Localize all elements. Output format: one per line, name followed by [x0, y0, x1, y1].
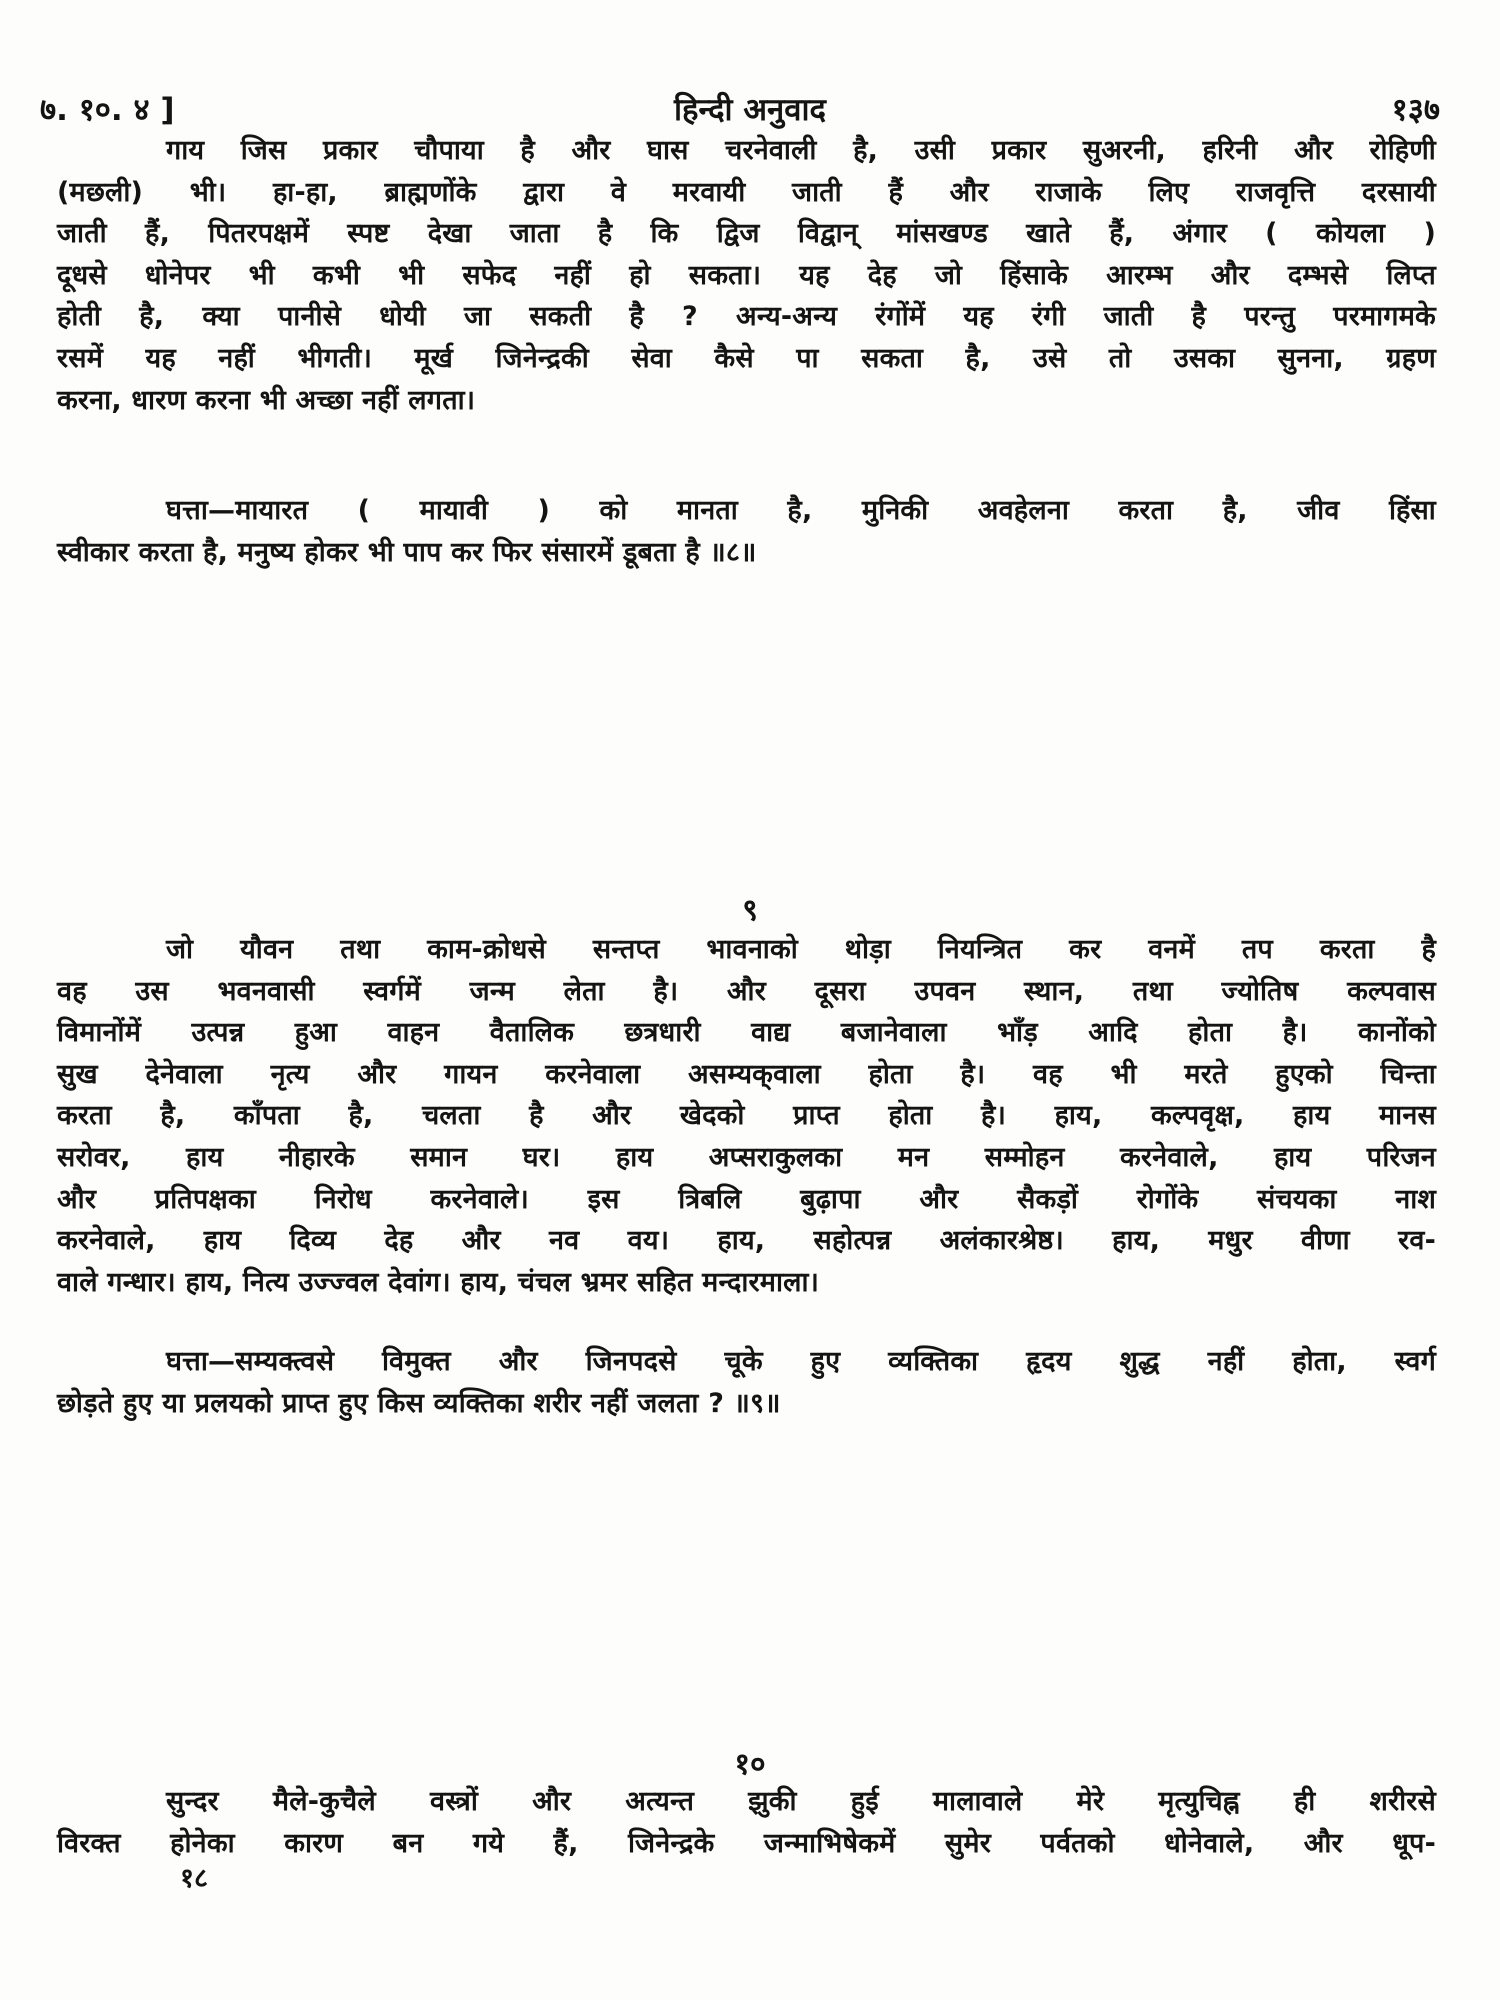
paragraph-line: जाती हैं, पितरपक्षमें स्पष्ट देखा जाता है कि द्विज विद्वान् मांसखण्ड खाते हैं, अंगार ( कोयला ) [57, 218, 1436, 250]
paragraph-line: जो यौवन तथा काम-क्रोधसे सन्तप्त भावनाको थोड़ा नियन्त्रित कर वनमें तप करता है [166, 934, 1436, 965]
paragraph-line: रसमें यह नहीं भीगती। मूर्ख जिनेन्द्रकी सेवा कैसे पा सकता है, उसे तो उसका सुनना, ग्रहण [57, 343, 1436, 374]
paragraph-line: वह उस भवनवासी स्वर्गमें जन्म लेता है। और दूसरा उपवन स्थान, तथा ज्योतिष कल्पवास [57, 975, 1436, 1007]
paragraph-line: होती है, क्या पानीसे धोयी जा सकती है ? अन्य-अन्य रंगोंमें यह रंगी जाती है परन्तु परमागमके [57, 301, 1436, 333]
paragraph-line: वाले गन्धार। हाय, नित्य उज्ज्वल देवांग। हाय, चंचल भ्रमर सहित मन्दारमाला। [57, 1266, 820, 1298]
paragraph-line: सुख देनेवाला नृत्य और गायन करनेवाला असम्यक्‌वाला होता है। वह भी मरते हुएको चिन्ता [57, 1058, 1436, 1090]
ghatta-line: घत्ता—मायारत ( मायावी ) को मानता है, मुनिकी अवहेलना करता है, जीव हिंसा [166, 495, 1436, 526]
paragraph-line: और प्रतिपक्षका निरोध करनेवाले। इस त्रिबलि बुढ़ापा और सैकड़ों रोगोंके संचयका नाश [57, 1183, 1436, 1215]
section-number-10: १० [734, 1747, 766, 1782]
signature-mark: १८ [180, 1863, 209, 1894]
chapter-reference: ७. १०. ४ ] [40, 92, 175, 128]
paragraph-line: विरक्त होनेका कारण बन गये हैं, जिनेन्द्रके जन्माभिषेकमें सुमेर पर्वतको धोनेवाले, और धूप- [57, 1827, 1436, 1859]
paragraph-line: करता है, काँपता है, चलता है और खेदको प्राप्त होता है। हाय, कल्पवृक्ष, हाय मानस [57, 1100, 1436, 1132]
paragraph-line: (मछली) भी। हा-हा, ब्राह्मणोंके द्वारा वे मरवायी जाती हैं और राजाके लिए राजवृत्ति दरसायी [57, 176, 1436, 208]
ghatta-line: घत्ता—सम्यक्त्वसे विमुक्त और जिनपदसे चूके हुए व्यक्तिका हृदय शुद्ध नहीं होता, स्वर्ग [166, 1346, 1436, 1377]
paragraph-line: विमानोंमें उत्पन्न हुआ वाहन वैतालिक छत्रधारी वाद्य बजानेवाला भाँड़ आदि होता है। कानोंको [57, 1017, 1436, 1049]
paragraph-line: सरोवर, हाय नीहारके समान घर। हाय अप्सराकुलका मन सम्मोहन करनेवाले, हाय परिजन [57, 1142, 1436, 1173]
section-number-9: ९ [742, 893, 758, 928]
ghatta-line: छोड़ते हुए या प्रलयको प्राप्त हुए किस व्यक्तिका शरीर नहीं जलता ? ॥९॥ [57, 1387, 781, 1419]
paragraph-line: करनेवाले, हाय दिव्य देह और नव वय। हाय, सहोत्पन्न अलंकारश्रेष्ठ। हाय, मधुर वीणा रव- [57, 1225, 1436, 1257]
paragraph-line: करना, धारण करना भी अच्छा नहीं लगता। [57, 384, 476, 416]
page-title: हिन्दी अनुवाद [674, 92, 826, 128]
paragraph-line: गाय जिस प्रकार चौपाया है और घास चरनेवाली है, उसी प्रकार सुअरनी, हरिनी और रोहिणी [166, 135, 1436, 166]
page-number: १३७ [1391, 92, 1440, 128]
paragraph-line: सुन्दर मैले-कुचैले वस्त्रों और अत्यन्त झुकी हुई मालावाले मेरे मृत्युचिह्न ही शरीरसे [166, 1786, 1436, 1817]
ghatta-line: स्वीकार करता है, मनुष्य होकर भी पाप कर फिर संसारमें डूबता है ॥८॥ [57, 536, 757, 568]
paragraph-line: दूधसे धोनेपर भी कभी भी सफेद नहीं हो सकता। यह देह जो हिंसाके आरम्भ और दम्भसे लिप्त [57, 259, 1436, 291]
